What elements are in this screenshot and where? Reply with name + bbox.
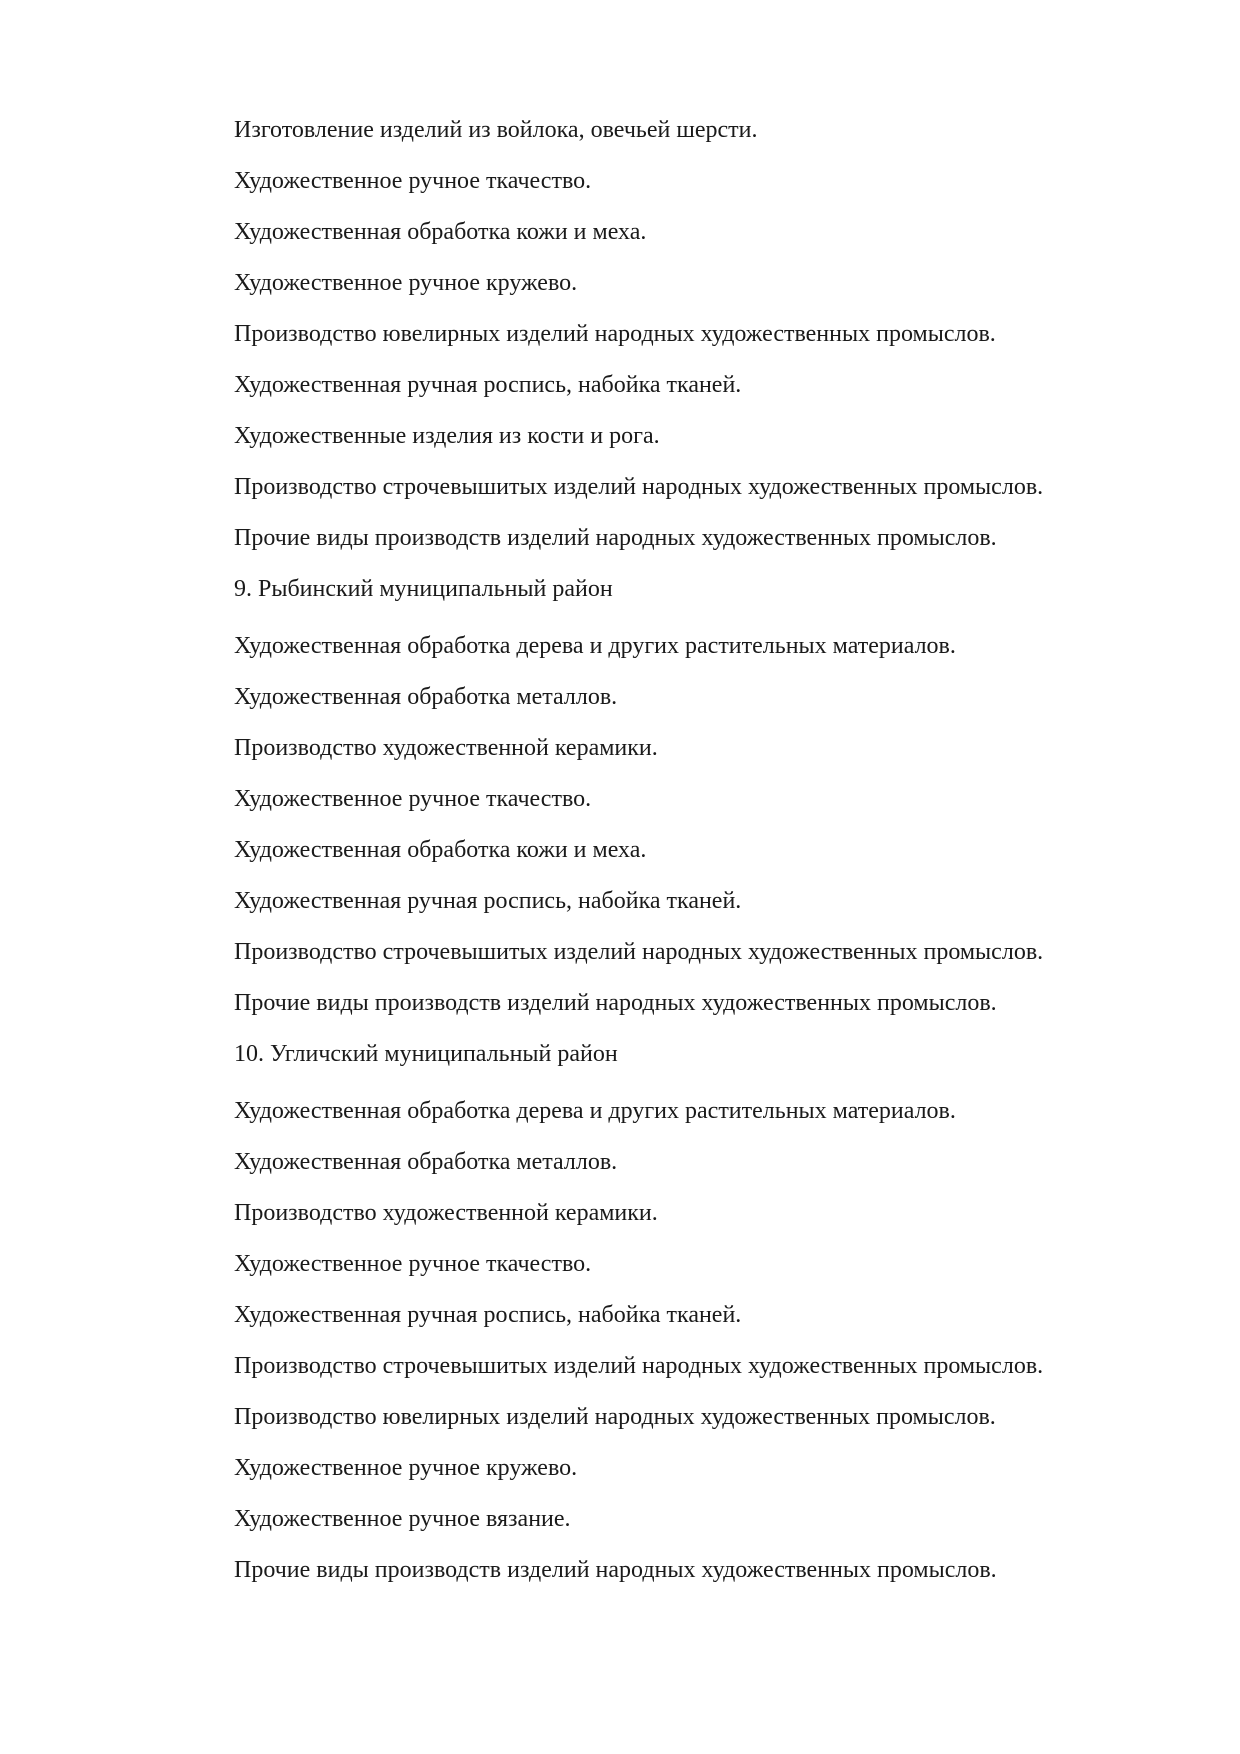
list-item: Производство строчевышитых изделий народных художественных промыслов. <box>234 1353 1044 1379</box>
list-item: Производство художественной керамики. <box>234 1200 658 1226</box>
document-body <box>234 116 1194 1607</box>
list-item: Художественная обработка металлов. <box>234 684 618 710</box>
list-item: Прочие виды производств изделий народных художественных промыслов. <box>234 1557 997 1583</box>
list-item: Прочие виды производств изделий народных художественных промыслов. <box>234 990 997 1016</box>
list-item: Художественная ручная роспись, набойка тканей. <box>234 888 742 914</box>
list-item: Изготовление изделий из войлока, овечьей шерсти. <box>234 117 758 143</box>
list-item: Художественное ручное кружево. <box>234 1455 578 1481</box>
list-item: Художественное ручное ткачество. <box>234 168 592 194</box>
list-item: Художественные изделия из кости и рога. <box>234 423 660 449</box>
list-item: Производство художественной керамики. <box>234 735 658 761</box>
list-item: Художественная ручная роспись, набойка тканей. <box>234 1302 742 1328</box>
list-item: Художественное ручное ткачество. <box>234 786 592 812</box>
list-item: Производство ювелирных изделий народных художественных промыслов. <box>234 1404 996 1430</box>
list-item: Художественная обработка кожи и меха. <box>234 219 647 245</box>
section-heading-uglich: 10. Угличский муниципальный район <box>234 1041 618 1067</box>
section-heading-rybinsk: 9. Рыбинский муниципальный район <box>234 576 613 602</box>
list-item: Художественная обработка кожи и меха. <box>234 837 647 863</box>
list-item: Производство ювелирных изделий народных художественных промыслов. <box>234 321 996 347</box>
list-item: Прочие виды производств изделий народных художественных промыслов. <box>234 525 997 551</box>
list-item: Художественное ручное вязание. <box>234 1506 571 1532</box>
list-item: Производство строчевышитых изделий народных художественных промыслов. <box>234 474 1044 500</box>
list-item: Художественная обработка металлов. <box>234 1149 618 1175</box>
list-item: Художественная ручная роспись, набойка тканей. <box>234 372 742 398</box>
list-item: Художественная обработка дерева и других растительных материалов. <box>234 1098 956 1124</box>
list-item: Художественное ручное ткачество. <box>234 1251 592 1277</box>
list-item: Художественная обработка дерева и других растительных материалов. <box>234 633 956 659</box>
list-item: Художественное ручное кружево. <box>234 270 578 296</box>
list-item: Производство строчевышитых изделий народных художественных промыслов. <box>234 939 1044 965</box>
